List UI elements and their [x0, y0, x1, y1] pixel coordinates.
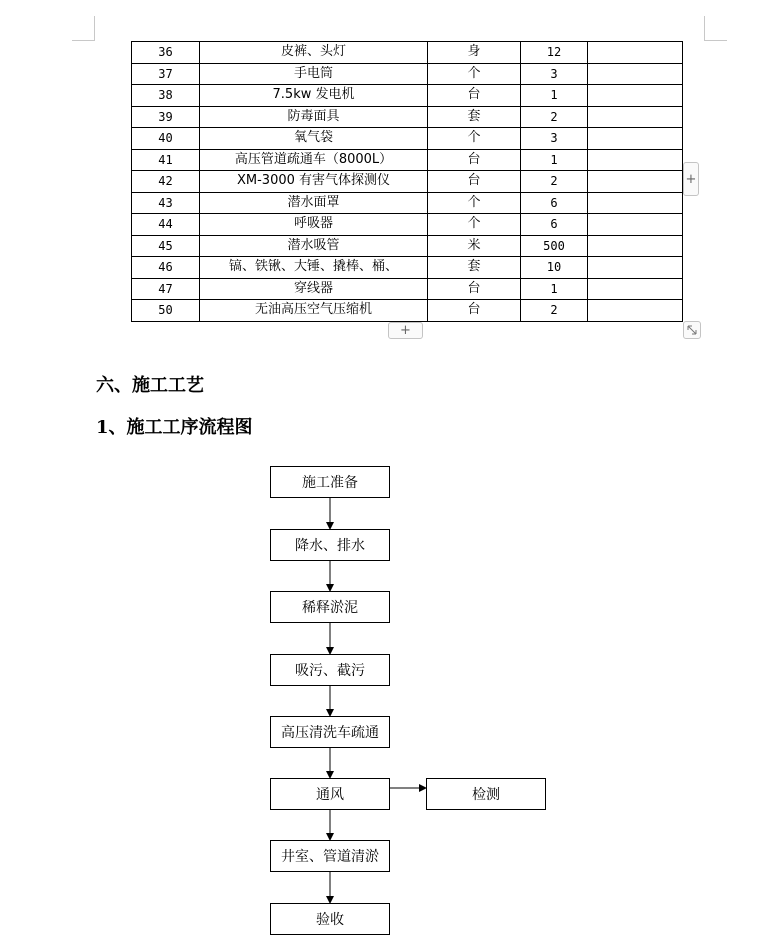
cell-item-name: 防毒面具 [200, 106, 428, 128]
table-row [132, 106, 683, 128]
cell-quantity: 12 [521, 42, 588, 64]
flow-step-acceptance: 验收 [270, 903, 390, 935]
cell-unit: 个 [428, 128, 521, 150]
cell-quantity: 6 [521, 214, 588, 236]
cell-number: 47 [132, 278, 200, 300]
table-row [132, 171, 683, 193]
table-row [132, 257, 683, 279]
table-row [132, 63, 683, 85]
add-column-button[interactable] [683, 162, 699, 196]
table-row [132, 149, 683, 171]
table-row [132, 128, 683, 150]
cell-remark [588, 278, 683, 300]
cell-item-name: 氧气袋 [200, 128, 428, 150]
cell-remark [588, 149, 683, 171]
cell-number: 38 [132, 85, 200, 107]
flow-step-dredging: 井室、管道清淤 [270, 840, 390, 872]
cell-unit: 个 [428, 214, 521, 236]
cell-unit: 个 [428, 63, 521, 85]
cell-quantity: 500 [521, 235, 588, 257]
cell-remark [588, 106, 683, 128]
cell-remark [588, 214, 683, 236]
page-corner-mark-left [72, 16, 95, 41]
cell-remark [588, 235, 683, 257]
cell-unit: 台 [428, 149, 521, 171]
flow-step-detection: 检测 [426, 778, 546, 810]
cell-item-name: 高压管道疏通车（8000L） [200, 149, 428, 171]
cell-remark [588, 128, 683, 150]
cell-unit: 套 [428, 257, 521, 279]
cell-quantity: 10 [521, 257, 588, 279]
cell-item-name: 镐、铁锹、大锤、撬棒、桶、 [200, 257, 428, 279]
cell-number: 43 [132, 192, 200, 214]
cell-number: 50 [132, 300, 200, 322]
cell-remark [588, 85, 683, 107]
cell-unit: 台 [428, 171, 521, 193]
cell-number: 36 [132, 42, 200, 64]
flow-step-dilute-sludge: 稀释淤泥 [270, 591, 390, 623]
cell-remark [588, 171, 683, 193]
table-row [132, 42, 683, 64]
add-row-button[interactable] [388, 322, 423, 339]
cell-unit: 个 [428, 192, 521, 214]
table-row [132, 278, 683, 300]
table-resize-handle[interactable] [683, 321, 701, 339]
equipment-table-body [132, 42, 683, 322]
table-row [132, 235, 683, 257]
cell-item-name: 潜水面罩 [200, 192, 428, 214]
cell-quantity: 3 [521, 128, 588, 150]
cell-item-name: 手电筒 [200, 63, 428, 85]
page-corner-mark-right [704, 16, 727, 41]
cell-quantity: 3 [521, 63, 588, 85]
flow-step-ventilation: 通风 [270, 778, 390, 810]
cell-number: 41 [132, 149, 200, 171]
table-row [132, 300, 683, 322]
cell-number: 46 [132, 257, 200, 279]
cell-quantity: 2 [521, 171, 588, 193]
cell-quantity: 6 [521, 192, 588, 214]
cell-unit: 台 [428, 278, 521, 300]
table-row [132, 214, 683, 236]
table-row [132, 192, 683, 214]
cell-quantity: 2 [521, 300, 588, 322]
flow-step-dewatering: 降水、排水 [270, 529, 390, 561]
flow-step-high-pressure-clean: 高压清洗车疏通 [270, 716, 390, 748]
cell-item-name: 7.5kw 发电机 [200, 85, 428, 107]
cell-number: 42 [132, 171, 200, 193]
cell-quantity: 2 [521, 106, 588, 128]
cell-number: 44 [132, 214, 200, 236]
section-heading: 六、施工工艺 [96, 375, 204, 396]
cell-number: 40 [132, 128, 200, 150]
table-row [132, 85, 683, 107]
cell-quantity: 1 [521, 85, 588, 107]
cell-remark [588, 63, 683, 85]
equipment-table [131, 41, 683, 322]
cell-remark [588, 300, 683, 322]
cell-unit: 身 [428, 42, 521, 64]
cell-quantity: 1 [521, 149, 588, 171]
cell-unit: 台 [428, 300, 521, 322]
cell-remark [588, 192, 683, 214]
plus-icon: + [400, 323, 411, 338]
cell-remark [588, 42, 683, 64]
cell-unit: 米 [428, 235, 521, 257]
subsection-heading: 1、施工工序流程图 [96, 417, 253, 438]
cell-number: 45 [132, 235, 200, 257]
cell-item-name: 穿线器 [200, 278, 428, 300]
resize-icon [684, 322, 700, 338]
flow-step-suction-intercept: 吸污、截污 [270, 654, 390, 686]
plus-icon: + [685, 171, 697, 187]
cell-quantity: 1 [521, 278, 588, 300]
cell-unit: 台 [428, 85, 521, 107]
cell-item-name: 皮裤、头灯 [200, 42, 428, 64]
cell-item-name: 无油高压空气压缩机 [200, 300, 428, 322]
cell-number: 37 [132, 63, 200, 85]
flow-step-prep: 施工准备 [270, 466, 390, 498]
cell-item-name: 潜水吸管 [200, 235, 428, 257]
cell-item-name: XM-3000 有害气体探测仪 [200, 171, 428, 193]
cell-remark [588, 257, 683, 279]
cell-item-name: 呼吸器 [200, 214, 428, 236]
cell-number: 39 [132, 106, 200, 128]
cell-unit: 套 [428, 106, 521, 128]
